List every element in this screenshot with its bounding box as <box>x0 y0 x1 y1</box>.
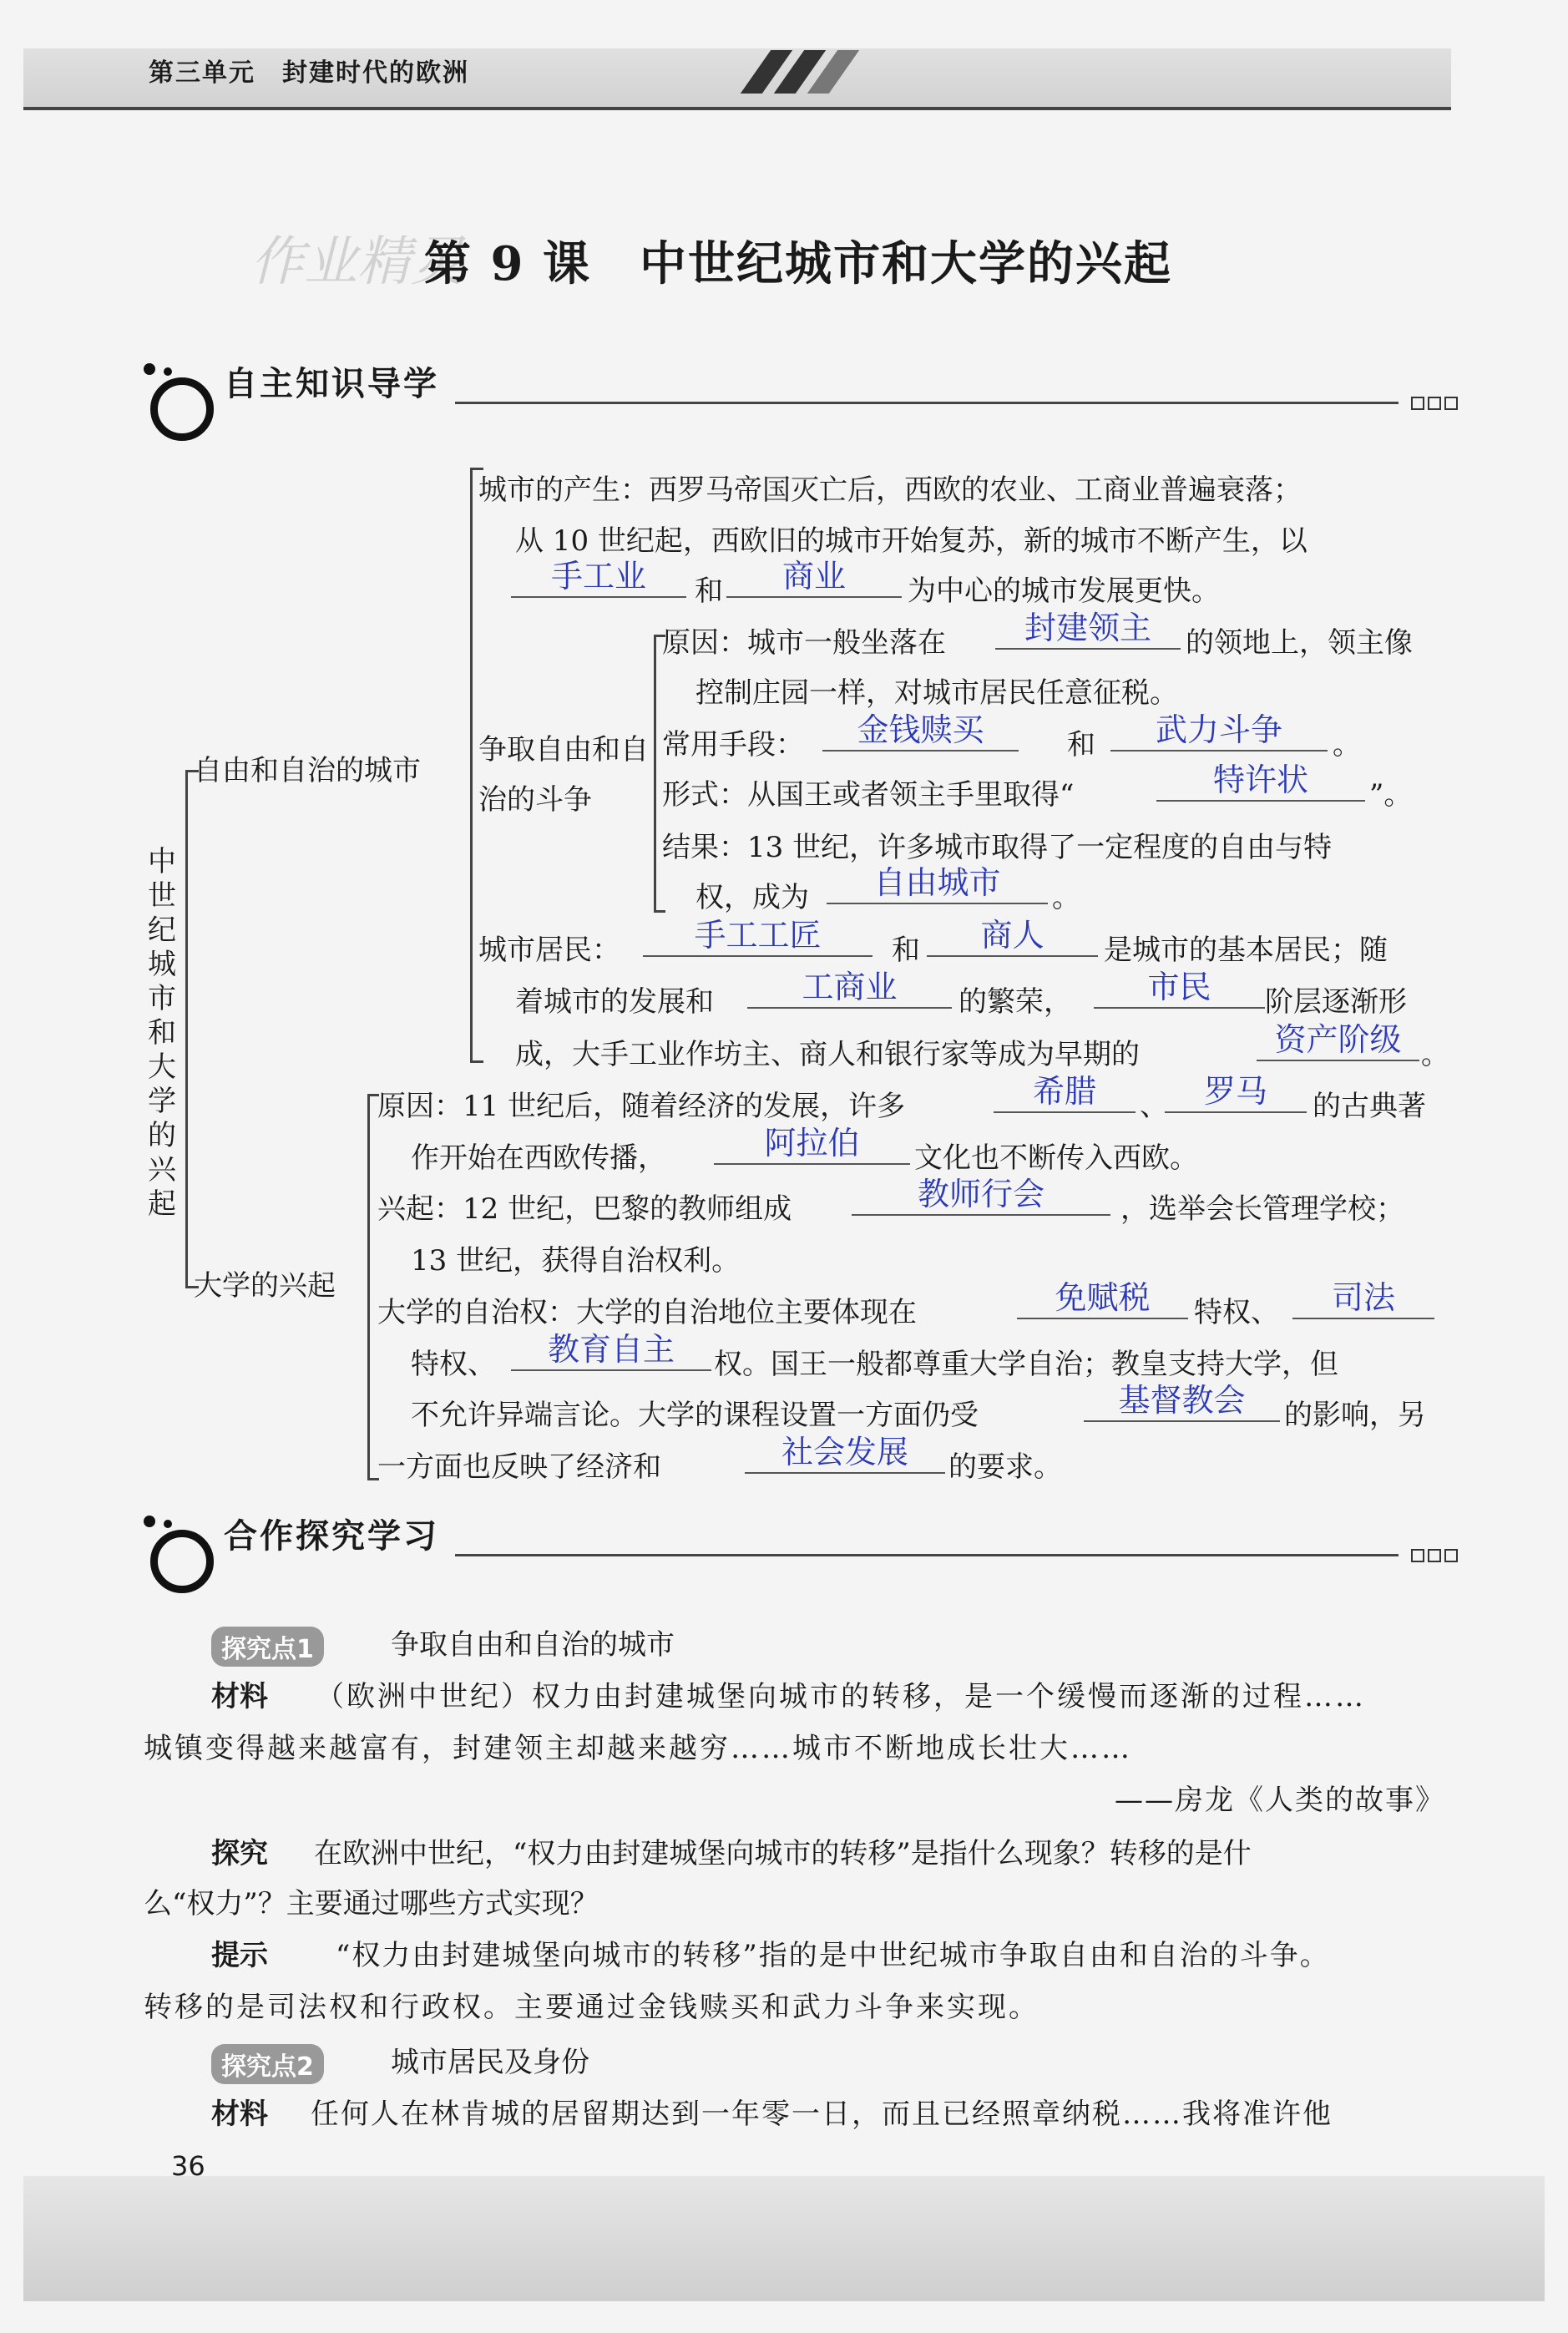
hint-label: 提示 <box>211 1939 268 1972</box>
answer-education-autonomy: 教育自主 <box>511 1331 711 1371</box>
answer-greece: 希腊 <box>994 1073 1136 1113</box>
section-rule <box>455 1554 1399 1556</box>
section-circle-icon <box>150 1530 214 1593</box>
answer-armed-struggle: 武力斗争 <box>1110 711 1328 752</box>
answer-judicial: 司法 <box>1292 1279 1434 1319</box>
answer-handicraft: 手工业 <box>511 558 686 598</box>
univ-autonomy-line-3-pre: 不允许异端言论。大学的课程设置一方面仍受 <box>411 1399 979 1432</box>
univ-autonomy-pre: 大学的自治权：大学的自治地位主要体现在 <box>377 1296 917 1329</box>
struggle-result-pre: 权，成为 <box>695 881 809 914</box>
material-label: 材料 <box>211 2098 268 2131</box>
section-title-self-study: 自主知识导学 <box>224 365 439 403</box>
unit-heading: 第三单元 封建时代的欧洲 <box>149 58 469 88</box>
answer-christian-church: 基督教会 <box>1084 1382 1280 1422</box>
struggle-means-and: 和 <box>1067 728 1095 762</box>
lesson-title: 第 9 课 中世纪城市和大学的兴起 <box>424 236 1172 291</box>
square-icon <box>1411 397 1424 410</box>
section-dot-icon <box>164 367 172 376</box>
section-dot-icon <box>144 363 155 375</box>
question-label: 探究 <box>211 1837 268 1870</box>
material-1-line-1: （欧洲中世纪）权力由封建城堡向城市的转移，是一个缓慢而逐渐的过程…… <box>316 1680 1366 1713</box>
question-1-line-1: 在欧洲中世纪，“权力由封建城堡向城市的转移”是指什么现象？转移的是什 <box>314 1837 1252 1870</box>
answer-trade: 工商业 <box>747 969 952 1009</box>
tree-root-label: 中世纪城市和大学的兴起 <box>148 845 176 1221</box>
explore-1-title: 争取自由和自治的城市 <box>391 1628 675 1662</box>
origin-line-2: 从 10 世纪起，西欧旧的城市开始复苏，新的城市不断产生，以 <box>515 524 1308 558</box>
section-circle-icon <box>150 377 214 441</box>
tree-bracket-city <box>470 1060 483 1063</box>
struggle-result-post: 。 <box>1052 881 1080 914</box>
answer-merchants: 商人 <box>927 917 1098 957</box>
section-title-coop: 合作探究学习 <box>224 1517 439 1556</box>
page-footer-band <box>23 2176 1545 2301</box>
origin-line-3-tail: 为中心的城市发展更快。 <box>908 574 1220 608</box>
univ-reason-post: 的古典著 <box>1313 1090 1426 1123</box>
tree-branch-university: 大学的兴起 <box>194 1269 336 1303</box>
answer-bourgeoisie: 资产阶级 <box>1257 1021 1419 1061</box>
univ-reason-line-2-post: 文化也不断传入西欧。 <box>914 1141 1198 1175</box>
struggle-means-pre: 常用手段： <box>662 728 804 762</box>
residents-line-3-pre: 成，大手工业作坊主、商人和银行家等成为早期的 <box>515 1038 1140 1071</box>
section-rule <box>455 402 1399 404</box>
struggle-form-post: ”。 <box>1369 778 1413 812</box>
residents-and: 和 <box>892 934 920 967</box>
univ-rise-pre: 兴起：12 世纪，巴黎的教师组成 <box>377 1192 792 1226</box>
material-1-line-2: 城镇变得越来越富有，封建领主却越来越穷……城市不断地成长壮大…… <box>144 1732 1132 1765</box>
answer-burghers: 市民 <box>1094 969 1265 1009</box>
residents-line-2-post: 阶层逐渐形 <box>1265 985 1407 1019</box>
univ-reason-sep: 、 <box>1140 1090 1168 1123</box>
univ-rise-line-2: 13 世纪，获得自治权利。 <box>411 1244 741 1278</box>
section-dot-icon <box>164 1520 172 1528</box>
page-number: 36 <box>171 2150 205 2182</box>
answer-rome: 罗马 <box>1165 1073 1307 1113</box>
tree-bracket-city <box>470 468 483 470</box>
answer-charter: 特许状 <box>1156 762 1365 802</box>
material-label: 材料 <box>211 1680 268 1713</box>
question-1-line-2: 么“权力”？主要通过哪些方式实现？ <box>144 1887 599 1921</box>
answer-feudal-lord: 封建领主 <box>995 610 1181 650</box>
square-icon <box>1428 397 1441 410</box>
tree-bracket-root <box>185 770 188 1286</box>
univ-autonomy-line-4-pre: 一方面也反映了经济和 <box>377 1450 661 1484</box>
univ-autonomy-mid: 特权、 <box>1194 1296 1279 1329</box>
hint-1-line-2: 转移的是司法权和行政权。主要通过金钱赎买和武力斗争来实现。 <box>144 1991 1039 2024</box>
struggle-reason-pre: 原因：城市一般坐落在 <box>662 626 946 660</box>
residents-pre: 城市居民： <box>478 934 620 967</box>
univ-autonomy-line-2-pre: 特权、 <box>411 1348 496 1381</box>
section-dot-icon <box>144 1516 155 1527</box>
univ-autonomy-line-2-post: 权。国王一般都尊重大学自治；教皇支持大学，但 <box>714 1348 1338 1381</box>
tree-struggle-label: 争取自由和自治的斗争 <box>478 733 649 817</box>
struggle-result-line-1: 结果：13 世纪，许多城市取得了一定程度的自由与特 <box>662 831 1333 864</box>
residents-post: 是城市的基本居民；随 <box>1104 934 1388 967</box>
tree-bracket-city <box>470 468 473 1060</box>
univ-reason-line-2-pre: 作开始在西欧传播， <box>411 1141 666 1175</box>
square-icon <box>1444 1549 1458 1562</box>
square-icon <box>1444 397 1458 410</box>
tree-bracket-struggle <box>654 635 656 910</box>
explore-badge-2: 探究点2 <box>211 2044 324 2084</box>
residents-line-2-mid: 的繁荣， <box>959 985 1072 1019</box>
tree-bracket-struggle <box>654 910 665 913</box>
residents-line-2-pre: 着城市的发展和 <box>515 985 714 1019</box>
watermark: 作业精灵 <box>250 231 464 293</box>
univ-autonomy-line-4-post: 的要求。 <box>948 1450 1062 1484</box>
material-1-source: ——房龙《人类的故事》 <box>1115 1784 1445 1817</box>
struggle-form-pre: 形式：从国王或者领主手里取得“ <box>662 778 1075 812</box>
answer-tax-exemption: 免赋税 <box>1017 1279 1188 1319</box>
univ-reason-pre: 原因：11 世纪后，随着经济的发展，许多 <box>377 1090 906 1123</box>
answer-free-city: 自由城市 <box>827 864 1048 904</box>
answer-commerce: 商业 <box>726 558 902 598</box>
answer-teachers-guild: 教师行会 <box>852 1176 1110 1216</box>
residents-line-3-post: 。 <box>1421 1038 1449 1071</box>
tree-branch-city: 自由和自治的城市 <box>194 754 421 787</box>
univ-autonomy-line-3-post: 的影响，另 <box>1284 1399 1426 1432</box>
answer-craftsmen: 手工工匠 <box>643 917 873 957</box>
explore-badge-1: 探究点1 <box>211 1627 324 1667</box>
answer-arab: 阿拉伯 <box>714 1125 910 1165</box>
origin-line-1: 城市的产生：西罗马帝国灭亡后，西欧的农业、工商业普遍衰落； <box>478 473 1302 507</box>
struggle-means-post: 。 <box>1333 728 1361 762</box>
struggle-reason-post: 的领地上，领主像 <box>1186 626 1413 660</box>
square-icon <box>1428 1549 1441 1562</box>
answer-social-development: 社会发展 <box>745 1434 945 1474</box>
origin-and: 和 <box>695 574 723 608</box>
explore-2-title: 城市居民及身份 <box>391 2046 589 2079</box>
struggle-reason-line-2: 控制庄园一样，对城市居民任意征税。 <box>695 676 1178 710</box>
answer-money-ransom: 金钱赎买 <box>822 711 1019 752</box>
univ-rise-post: ，选举会长管理学校； <box>1120 1192 1404 1226</box>
tree-bracket-univ <box>367 1094 370 1478</box>
square-icon <box>1411 1549 1424 1562</box>
material-2-line-1: 任何人在林肯城的居留期达到一年零一日，而且已经照章纳税……我将准许他 <box>311 2098 1333 2131</box>
hint-1-line-1: “权力由封建城堡向城市的转移”指的是中世纪城市争取自由和自治的斗争。 <box>336 1939 1330 1972</box>
